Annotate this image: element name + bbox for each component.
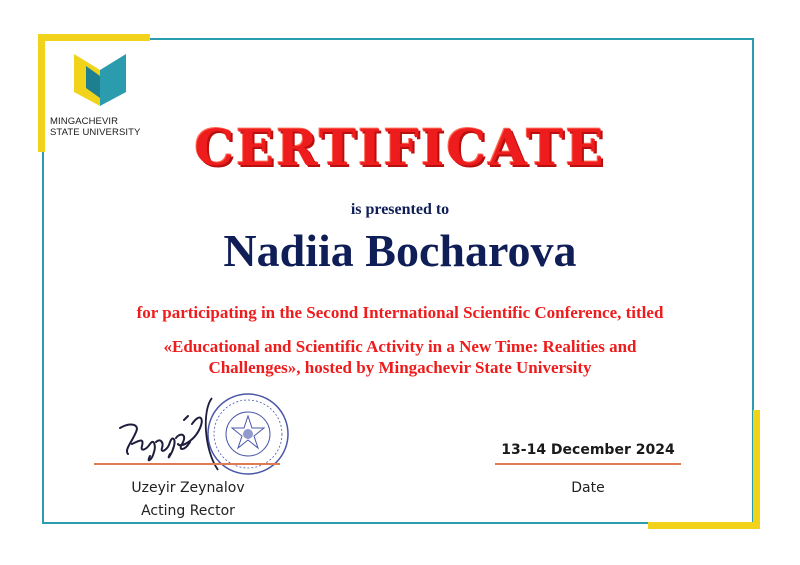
participation-text: for participating in the Second International Scientific Conference, titled xyxy=(136,303,664,322)
conference-title-line2: Challenges», hosted by Mingachevir State University xyxy=(208,358,592,377)
date-label: Date xyxy=(571,480,605,496)
institution-name-line2: STATE UNIVERSITY xyxy=(50,127,141,138)
date-line xyxy=(495,463,681,465)
signatory-role: Acting Rector xyxy=(141,503,235,519)
institution-name-line1: MINGACHEVIR xyxy=(50,116,119,127)
corner-accent-top-left xyxy=(38,34,150,41)
signature-line xyxy=(94,463,280,465)
conference-title-line1: «Educational and Scientific Activity in a New Time: Realities and xyxy=(163,337,637,356)
certificate-title: CERTIFICATE xyxy=(194,118,606,177)
signatory-name: Uzeyir Zeynalov xyxy=(131,480,245,496)
presented-to-text: is presented to xyxy=(350,201,450,218)
conference-title xyxy=(80,336,720,378)
corner-accent-bottom-right xyxy=(648,522,760,529)
corner-accent-bottom-right-vertical xyxy=(753,410,760,529)
recipient-name: Nadiia Bocharova xyxy=(223,225,577,276)
event-date: 13-14 December 2024 xyxy=(501,442,675,458)
signature-icon xyxy=(110,398,210,470)
university-logo-icon xyxy=(72,52,128,108)
